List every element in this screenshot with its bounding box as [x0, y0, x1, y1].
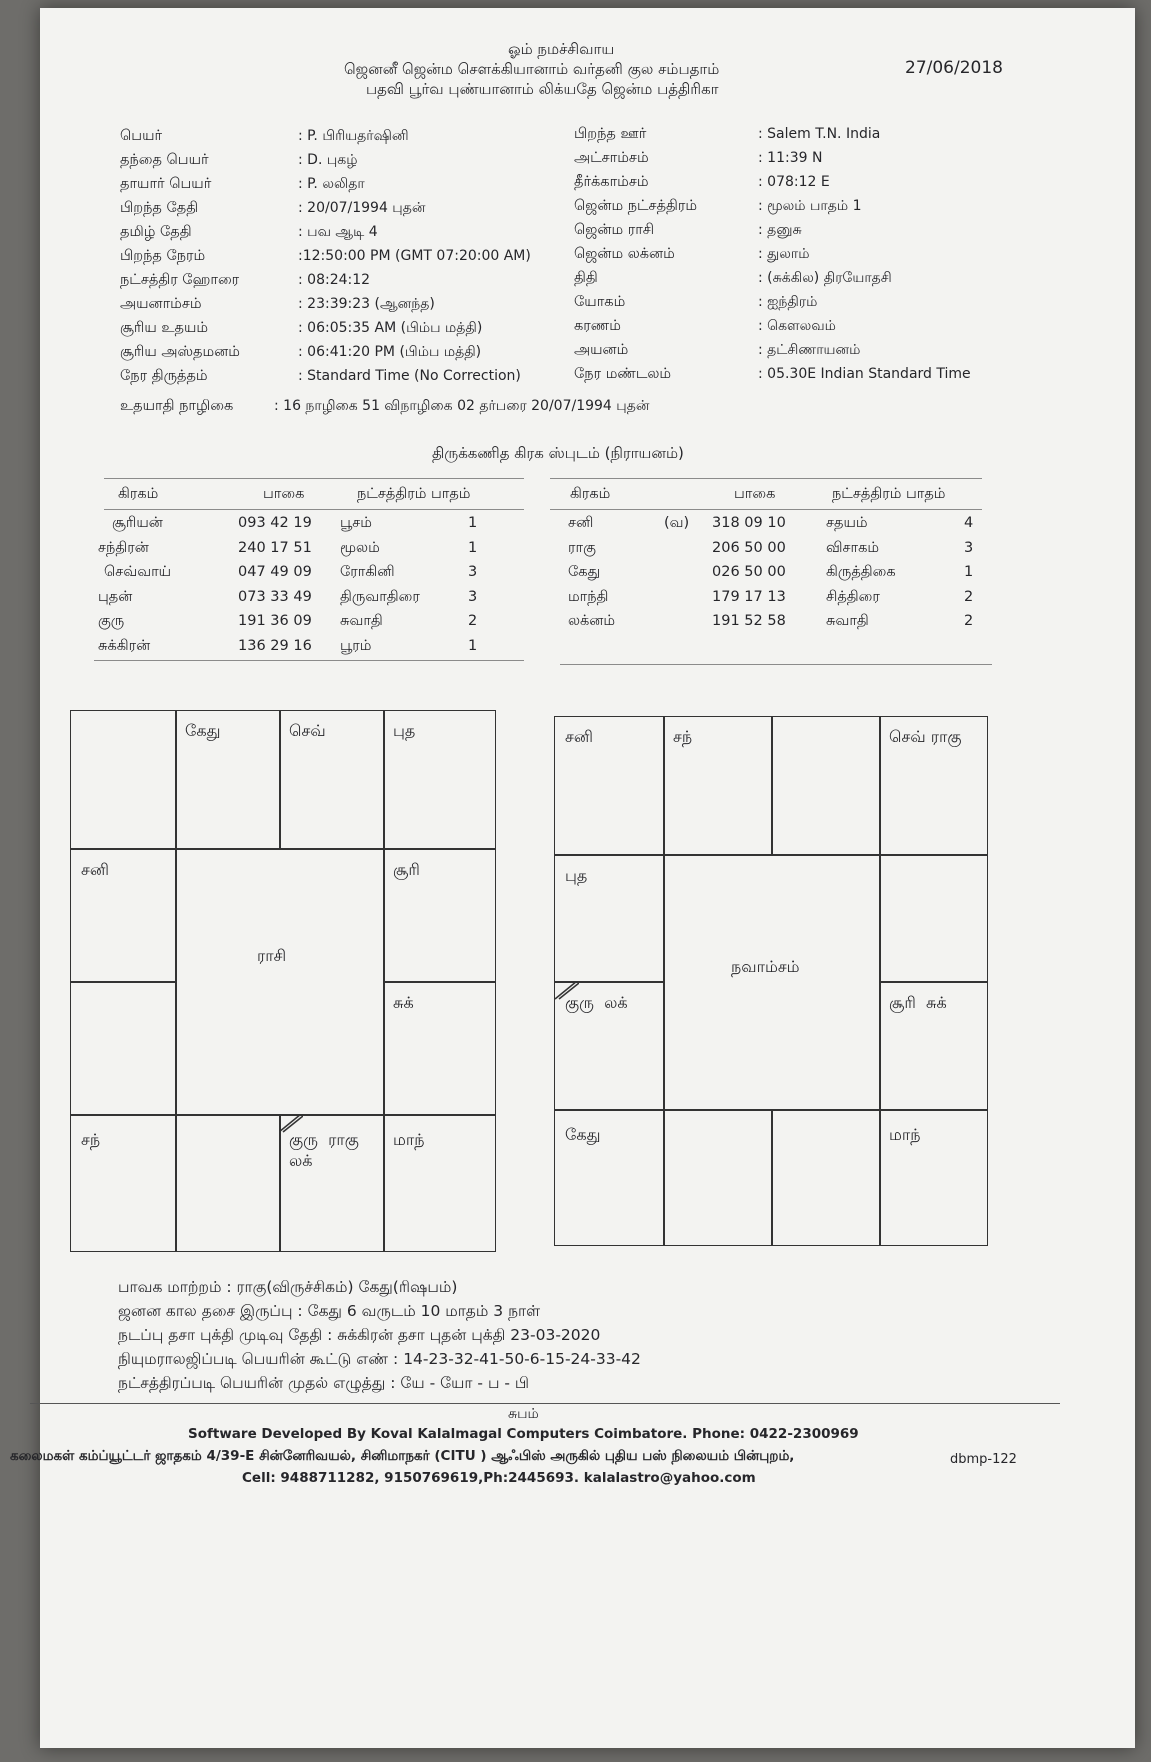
detail-label: சூரிய உதயம்	[120, 320, 209, 336]
table-row-star: பூசம்	[340, 515, 372, 531]
detail-label: நேர மண்டலம்	[574, 366, 672, 382]
table-row-star: ரோகினி	[340, 564, 395, 580]
table-right-bottom-rule	[560, 664, 992, 665]
grid-line	[279, 711, 281, 848]
chart-house: சூரி சுக்	[889, 993, 947, 1012]
software-credit: Software Developed By Koval Kalalmagal Computers Coimbatore. Phone: 0422-2300969	[188, 1426, 859, 1442]
detail-label: நட்சத்திர ஹோரை	[120, 272, 240, 288]
detail-value: : பவ ஆடி 4	[298, 224, 378, 240]
table-left-header-graha: கிரகம்	[118, 486, 159, 502]
detail-value: : 08:24:12	[298, 272, 371, 288]
detail-value: : Salem T.N. India	[758, 126, 881, 142]
planet-table-title: திருக்கணித கிரக ஸ்புடம் (நிராயனம்)	[432, 444, 684, 462]
table-row-star: சித்திரை	[826, 588, 880, 605]
detail-value: : 06:41:20 PM (பிம்ப மத்தி)	[298, 344, 482, 360]
table-right-header-rule	[550, 509, 982, 510]
table-row-degree: 136 29 16	[238, 637, 312, 654]
detail-label: பிறந்த தேதி	[120, 200, 199, 216]
detail-value: : 11:39 N	[758, 150, 823, 166]
table-row-star: சுவாதி	[826, 613, 869, 629]
detail-value: : Standard Time (No Correction)	[298, 368, 521, 384]
detail-label: அயனம்	[574, 342, 629, 358]
detail-label: தமிழ் தேதி	[120, 224, 192, 240]
software-code: dbmp-122	[950, 1452, 1017, 1467]
table-row-degree: 191 52 58	[712, 613, 786, 629]
detail-label: அட்சாம்சம்	[574, 150, 649, 166]
footer-line: நடப்பு தசா புக்தி முடிவு தேதி : சுக்கிரன் தசா புதன் புக்தி 23-03-2020	[118, 1326, 601, 1344]
detail-value: :12:50:00 PM (GMT 07:20:00 AM)	[298, 248, 531, 264]
table-right-header-graha: கிரகம்	[570, 486, 611, 502]
grid-line	[771, 1109, 773, 1245]
detail-label: பிறந்த நேரம்	[120, 248, 206, 264]
table-row-planet: லக்னம்	[568, 613, 616, 629]
table-row-planet: சந்திரன்	[98, 539, 149, 556]
rasi-chart	[70, 710, 496, 1252]
detail-label: ஜென்ம ராசி	[574, 222, 655, 238]
footer-line: நியுமராலஜிப்படி பெயரின் கூட்டு எண் : 14-23-32-41-50-6-15-24-33-42	[118, 1350, 641, 1368]
detail-value: : துலாம்	[758, 246, 810, 262]
table-row-pada: 1	[964, 564, 974, 580]
detail-label: தந்தை பெயர்	[120, 152, 209, 168]
table-row-pada: 1	[468, 515, 478, 531]
table-row-planet: சுக்கிரன்	[98, 637, 151, 654]
grid-line	[175, 848, 177, 1251]
navamsa-chart	[554, 716, 988, 1246]
header-verse-line1: ஜெனனீ ஜென்ம சௌக்கியானாம் வர்தனி குல சம்பதாம்	[344, 60, 720, 78]
detail-value: : மூலம் பாதம் 1	[758, 198, 862, 214]
table-row-pada: 2	[964, 588, 974, 605]
table-row-degree: 240 17 51	[238, 539, 312, 556]
table-row-planet: சனி	[568, 515, 594, 531]
table-row-planet: ராகு	[568, 539, 596, 556]
table-row-star: பூரம்	[340, 637, 372, 654]
table-row-pada: 2	[468, 613, 478, 629]
table-row-planet: கேது	[568, 564, 601, 580]
detail-value: : தனுசு	[758, 222, 802, 238]
chart-house: சனி	[81, 860, 109, 879]
detail-label: நேர திருத்தம்	[120, 368, 208, 384]
detail-value: : P. லலிதா	[298, 176, 365, 192]
detail-value: : ஐந்திரம்	[758, 294, 818, 310]
detail-value: : P. பிரியதர்ஷினி	[298, 128, 409, 144]
table-row-degree: 073 33 49	[238, 588, 312, 605]
footer-line: நட்சத்திரப்படி பெயரின் முதல் எழுத்து : யே - யோ - ப - பி	[118, 1374, 530, 1392]
table-row-star: சதயம்	[826, 515, 868, 531]
table-row-planet: புதன்	[98, 588, 133, 605]
chart-house: கேது	[185, 721, 221, 740]
detail-value: : 23:39:23 (ஆனந்த)	[298, 296, 435, 312]
footer-line: பாவக மாற்றம் : ராகு(விருச்சிகம்) கேது(ரிஷபம்)	[118, 1278, 458, 1296]
footer-rule	[30, 1403, 1060, 1404]
table-row-pada: 2	[964, 613, 974, 629]
grid-line	[175, 711, 177, 848]
detail-label: ஜென்ம நட்சத்திரம்	[574, 198, 698, 214]
grid-line	[279, 1114, 281, 1251]
table-row-star: விசாகம்	[826, 539, 880, 556]
grid-line	[771, 717, 773, 854]
detail-label: அயனாம்சம்	[120, 296, 202, 312]
table-row-planet: மாந்தி	[568, 588, 609, 605]
subam-text: சுபம்	[508, 1406, 539, 1422]
header-invocation: ஓம் நமச்சிவாய	[508, 40, 615, 58]
udayadi-label: உதயாதி நாழிகை	[120, 398, 234, 414]
chart-house: சூரி	[393, 860, 420, 879]
table-row-planet: செவ்வாய்	[104, 564, 172, 580]
detail-label: கரணம்	[574, 318, 621, 334]
table-row-pada: 1	[468, 637, 478, 654]
detail-label: தாயார் பெயர்	[120, 176, 212, 192]
table-row-degree: 179 17 13	[712, 588, 786, 605]
software-contact: Cell: 9488711282, 9150769619,Ph:2445693. kalalastro@yahoo.com	[242, 1470, 756, 1486]
chart-house: செவ் ராகு	[889, 727, 962, 746]
detail-label: ஜென்ம லக்னம்	[574, 246, 675, 262]
table-row-degree: 191 36 09	[238, 613, 312, 629]
table-row-star: மூலம்	[340, 539, 380, 556]
table-left-header-rule	[104, 509, 524, 510]
chart-house: புத	[393, 721, 416, 740]
detail-value: : 078:12 E	[758, 174, 830, 190]
chart-house: செவ்	[289, 721, 326, 740]
table-row-planet: சூரியன்	[112, 515, 163, 531]
table-row-degree: 093 42 19	[238, 515, 312, 531]
chart-house: சுக்	[393, 993, 414, 1012]
table-right-header-degree: பாகை	[734, 486, 776, 502]
table-row-retro: (வ)	[664, 515, 690, 531]
table-row-degree: 047 49 09	[238, 564, 312, 580]
navamsa-chart-title: நவாம்சம்	[731, 957, 800, 976]
horoscope-sheet	[10, 8, 1135, 1748]
rasi-chart-title: ராசி	[257, 946, 287, 965]
chart-house: குரு ராகு லக்	[289, 1130, 359, 1170]
chart-house: சந்	[673, 727, 693, 746]
table-row-star: சுவாதி	[340, 613, 383, 629]
chart-house: புத	[565, 866, 588, 885]
detail-value: : 05.30E Indian Standard Time	[758, 366, 971, 382]
table-row-star: திருவாதிரை	[340, 588, 420, 605]
table-left-header-star: நட்சத்திரம் பாதம்	[357, 486, 471, 502]
udayadi-value: : 16 நாழிகை 51 விநாழிகை 02 தர்பரை 20/07/1994 புதன்	[274, 398, 650, 414]
grid-line	[71, 848, 495, 850]
chart-house: குரு லக்	[565, 993, 628, 1012]
detail-value: : தட்சிணாயனம்	[758, 342, 861, 358]
table-row-degree: 318 09 10	[712, 515, 786, 531]
grid-line	[383, 981, 495, 983]
table-right-top-rule	[550, 478, 982, 479]
print-date: 27/06/2018	[905, 58, 1003, 78]
software-address: கலைமகள் கம்ப்யூட்டர் ஜாதகம் 4/39-E சின்னேரிவயல், சினிமாநகர் (CITU ) ஆஃபிஸ் அருகில் புதிய பஸ் நிலையம் பின்புறம்,	[10, 1448, 795, 1464]
table-left-bottom-rule	[94, 660, 524, 661]
detail-label: பிறந்த ஊர்	[574, 126, 647, 142]
table-row-pada: 3	[964, 539, 974, 556]
table-row-pada: 3	[468, 564, 478, 580]
chart-house: மாந்	[393, 1130, 425, 1149]
grid-line	[663, 717, 665, 854]
table-left-top-rule	[104, 478, 524, 479]
chart-house: சனி	[565, 727, 593, 746]
chart-house: கேது	[565, 1125, 601, 1144]
detail-value: : D. புகழ்	[298, 152, 358, 168]
grid-line	[555, 854, 987, 856]
detail-value: : 06:05:35 AM (பிம்ப மத்தி)	[298, 320, 483, 336]
chart-house: சந்	[81, 1130, 101, 1149]
table-row-pada: 4	[964, 515, 974, 531]
detail-label: தீர்க்காம்சம்	[574, 174, 649, 190]
detail-label: யோகம்	[574, 294, 626, 310]
detail-value: : கௌலவம்	[758, 318, 836, 334]
chart-house: மாந்	[889, 1125, 921, 1144]
table-right-header-star: நட்சத்திரம் பாதம்	[832, 486, 946, 502]
table-row-degree: 206 50 00	[712, 539, 786, 556]
footer-line: ஜனன கால தசை இருப்பு : கேது 6 வருடம் 10 மாதம் 3 நாள்	[118, 1302, 541, 1320]
detail-label: சூரிய அஸ்தமனம்	[120, 344, 240, 360]
grid-line	[555, 1109, 987, 1111]
table-row-star: கிருத்திகை	[826, 564, 896, 580]
grid-line	[663, 854, 665, 1245]
grid-line	[879, 981, 987, 983]
table-left-header-degree: பாகை	[263, 486, 305, 502]
detail-value: : (சுக்கில) திரயோதசி	[758, 270, 892, 286]
table-row-degree: 026 50 00	[712, 564, 786, 580]
detail-value: : 20/07/1994 புதன்	[298, 200, 426, 216]
table-row-pada: 1	[468, 539, 478, 556]
detail-label: திதி	[574, 270, 598, 286]
table-row-planet: குரு	[98, 613, 125, 629]
detail-label: பெயர்	[120, 128, 163, 144]
table-row-pada: 3	[468, 588, 478, 605]
header-verse-line2: பதவி பூர்வ புண்யானாம் லிக்யதே ஜென்ம பத்திரிகா	[366, 80, 719, 98]
grid-line	[71, 981, 175, 983]
